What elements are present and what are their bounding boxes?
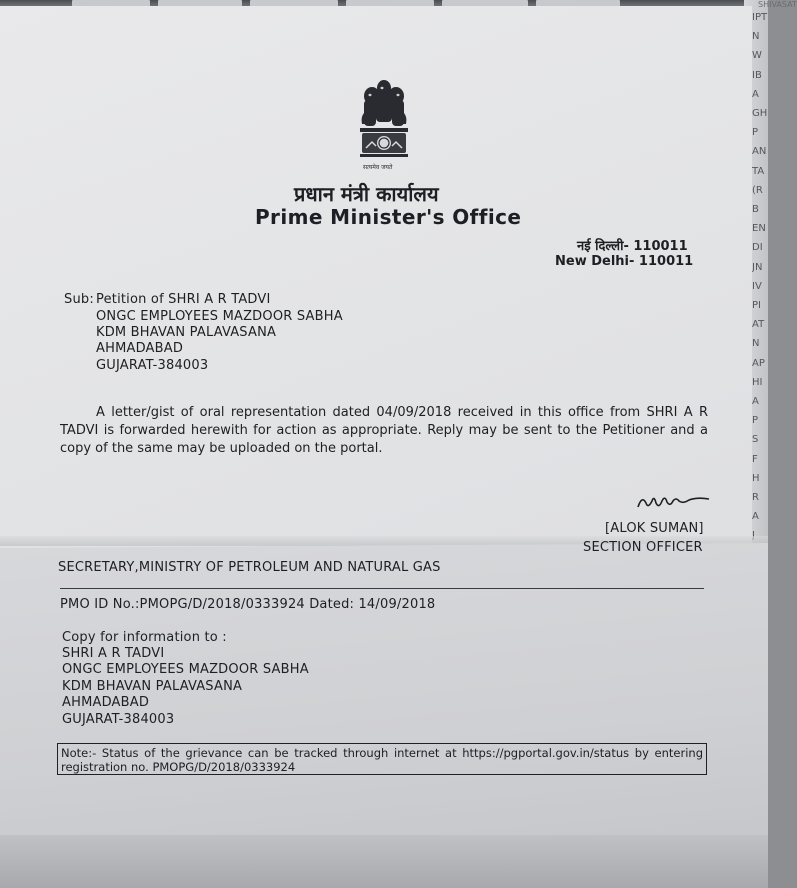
background-text-fragment: JN bbox=[752, 261, 763, 273]
background-text-fragment: IV bbox=[752, 280, 762, 292]
background-text-fragment: B bbox=[752, 204, 759, 215]
background-text-fragment: H bbox=[752, 472, 760, 484]
background-text-fragment: W bbox=[752, 50, 762, 62]
signatory-designation: SECTION OFFICER bbox=[583, 540, 703, 555]
copy-line: AHMADABAD bbox=[62, 695, 150, 710]
reference-line: PMO ID No.:PMOPG/D/2018/0333924 Dated: 14/09/2018 bbox=[60, 597, 436, 612]
office-title-hindi: प्रधान मंत्री कार्यालय bbox=[294, 182, 439, 206]
addressee: SECRETARY,MINISTRY OF PETROLEUM AND NATURAL GAS bbox=[58, 560, 441, 575]
background-text-fragment: AN bbox=[752, 146, 767, 158]
background-text-fragment: (R bbox=[752, 184, 763, 196]
subject-line: GUJARAT-384003 bbox=[96, 358, 209, 373]
subject-line: Petition of SHRI A R TADVI bbox=[96, 292, 271, 307]
copy-line: SHRI A R TADVI bbox=[62, 646, 165, 661]
subject-label: Sub: bbox=[64, 292, 94, 307]
paper-bottom-shadow bbox=[0, 835, 768, 888]
background-text-fragment: R bbox=[752, 492, 759, 503]
background-text-fragment: A bbox=[752, 396, 759, 407]
background-text-fragment: A bbox=[752, 88, 759, 100]
city-pin-hindi: नई दिल्ली- 110011 bbox=[577, 239, 688, 254]
national-emblem-icon bbox=[352, 76, 416, 176]
city-pin-english: New Delhi- 110011 bbox=[555, 254, 694, 269]
background-text-fragment: P bbox=[752, 415, 759, 427]
background-text-fragment: P bbox=[752, 127, 759, 139]
copy-line: KDM BHAVAN PALAVASANA bbox=[62, 679, 243, 694]
background-text-fragment: N bbox=[752, 31, 760, 43]
background-text-fragment: AP bbox=[752, 357, 765, 369]
background-text-fragment: N bbox=[752, 338, 760, 350]
subject-line: ONGC EMPLOYEES MAZDOOR SABHA bbox=[96, 309, 343, 324]
body-paragraph: A letter/gist of oral representation dated 04/09/2018 received in this office from SHRI A R TADVI is forwarded herewith for action as appropriate. Reply may be sent to the Petitioner and a copy of the same may be uploaded on the portal. bbox=[60, 405, 708, 456]
subject-line: KDM BHAVAN PALAVASANA bbox=[96, 325, 277, 340]
signature-scribble-icon bbox=[636, 493, 712, 513]
subject-line: AHMADABAD bbox=[96, 341, 184, 356]
background-text-fragment: A bbox=[752, 511, 759, 523]
background-text-fragment: IPT bbox=[752, 12, 768, 23]
background-text-fragment: HI bbox=[752, 376, 763, 388]
copy-heading: Copy for information to : bbox=[62, 630, 227, 645]
background-text-fragment: TA bbox=[752, 165, 765, 177]
copy-line: GUJARAT-384003 bbox=[62, 712, 175, 727]
background-text-fragment: EN bbox=[752, 223, 766, 235]
signatory-name: [ALOK SUMAN] bbox=[605, 521, 704, 536]
copy-line: ONGC EMPLOYEES MAZDOOR SABHA bbox=[62, 662, 309, 677]
background-text-fragment: GH bbox=[752, 108, 768, 119]
background-text-fragment: AT bbox=[752, 319, 765, 331]
office-title-english: Prime Minister's Office bbox=[255, 205, 522, 229]
background-sheet-header: SHIVASAT bbox=[758, 0, 797, 9]
background-text-fragment: PI bbox=[752, 300, 761, 311]
background-text-fragment: DI bbox=[752, 242, 763, 254]
divider-rule bbox=[60, 588, 704, 589]
background-text-fragment: F bbox=[752, 453, 758, 465]
grievance-note: Note:- Status of the grievance can be tracked through internet at https://pgportal.gov.in/status by entering registration no. PMOPG/D/2018/0333924 bbox=[57, 743, 707, 775]
emblem-motto: सत्यमेव जयते bbox=[363, 164, 393, 171]
background-text-fragment: IB bbox=[752, 69, 762, 81]
background-text-fragment: S bbox=[752, 434, 759, 446]
